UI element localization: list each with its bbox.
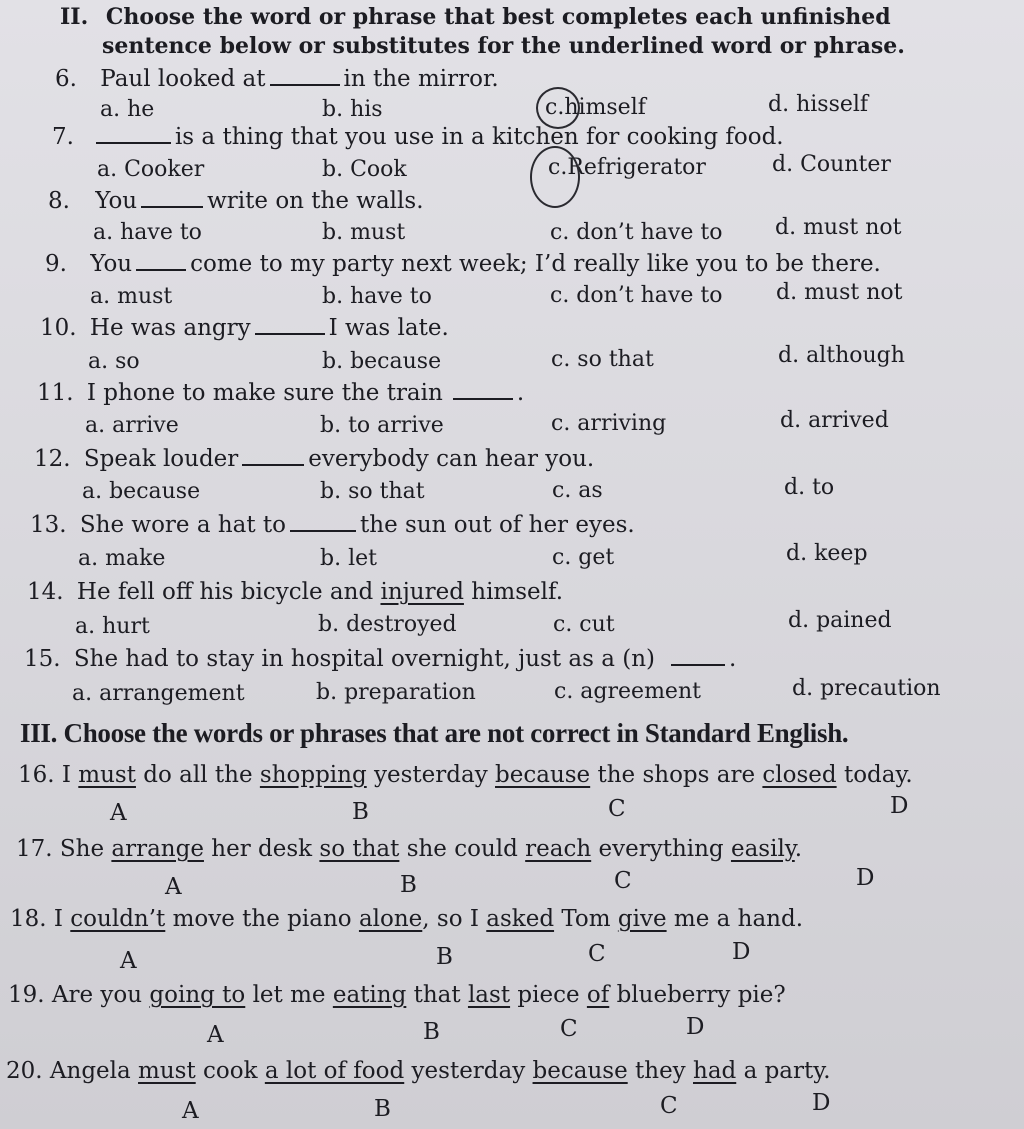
question-text: everybody can hear you. bbox=[308, 446, 595, 472]
sentence-text: Are you bbox=[51, 982, 143, 1008]
question-17 bbox=[16, 836, 802, 862]
label-b: B bbox=[400, 872, 417, 898]
underlined-part-c[interactable]: reach bbox=[525, 836, 592, 862]
sentence-text: , so I bbox=[422, 906, 479, 932]
underlined-part-a[interactable]: going to bbox=[149, 982, 246, 1008]
option-a[interactable]: a. have to bbox=[93, 220, 202, 245]
question-text: Speak louder bbox=[83, 446, 239, 472]
question-number: 18. bbox=[10, 906, 47, 932]
option-d[interactable]: d. Counter bbox=[772, 152, 891, 177]
question-text: He fell off his bicycle and bbox=[76, 579, 374, 605]
question-text: I was late. bbox=[328, 315, 449, 341]
option-c[interactable]: c. get bbox=[552, 545, 615, 570]
question-text: You bbox=[90, 251, 133, 277]
sentence-text: . bbox=[794, 836, 803, 862]
sentence-text: the shops are bbox=[597, 762, 756, 788]
answer-blank bbox=[671, 646, 725, 666]
answer-blank bbox=[141, 188, 203, 208]
underlined-word: injured bbox=[380, 579, 464, 605]
underlined-part-d[interactable]: had bbox=[693, 1058, 737, 1084]
answer-blank bbox=[270, 66, 340, 86]
option-d[interactable]: d. arrived bbox=[780, 408, 889, 433]
sentence-text: let me bbox=[252, 982, 326, 1008]
question-text: You bbox=[95, 188, 138, 214]
question-text: . bbox=[728, 646, 737, 672]
option-b[interactable]: b. must bbox=[322, 220, 406, 245]
label-b: B bbox=[423, 1019, 440, 1045]
question-8 bbox=[48, 188, 424, 214]
sentence-text: yesterday bbox=[374, 762, 488, 788]
sentence-text: cook bbox=[203, 1058, 258, 1084]
sentence-text: I bbox=[61, 762, 71, 788]
underlined-part-b[interactable]: so that bbox=[319, 836, 400, 862]
underlined-part-a[interactable]: couldn’t bbox=[70, 906, 166, 932]
question-text: himself. bbox=[471, 579, 564, 605]
question-15 bbox=[24, 646, 736, 672]
option-text: himself bbox=[564, 95, 646, 120]
label-c: C bbox=[560, 1016, 578, 1042]
label-a: A bbox=[165, 874, 182, 900]
option-a[interactable]: a. Cooker bbox=[97, 157, 205, 182]
sentence-text: everything bbox=[598, 836, 724, 862]
sentence-text: yesterday bbox=[411, 1058, 526, 1084]
question-9 bbox=[45, 251, 881, 277]
underlined-part-a[interactable]: arrange bbox=[111, 836, 204, 862]
label-b: B bbox=[436, 944, 453, 970]
option-d[interactable]: d. although bbox=[778, 343, 905, 368]
sentence-text: blueberry pie? bbox=[616, 982, 786, 1008]
option-c[interactable]: c. so that bbox=[551, 347, 654, 372]
option-b[interactable]: b. because bbox=[322, 349, 442, 374]
underlined-part-c[interactable]: because bbox=[495, 762, 591, 788]
label-a: A bbox=[207, 1022, 224, 1048]
option-d[interactable]: d. to bbox=[784, 475, 835, 500]
sentence-text: Tom bbox=[561, 906, 611, 932]
option-c[interactable]: c. arriving bbox=[551, 411, 667, 436]
label-c: C bbox=[588, 941, 606, 967]
question-number: 6. bbox=[55, 66, 77, 92]
option-a[interactable]: a. must bbox=[90, 284, 173, 309]
sentence-text: a party. bbox=[743, 1058, 831, 1084]
option-b[interactable]: b. let bbox=[320, 546, 377, 571]
question-number: 9. bbox=[45, 251, 67, 277]
section-2-heading-line1 bbox=[60, 4, 891, 30]
option-c[interactable]: c. don’t have to bbox=[550, 283, 723, 308]
question-number: 17. bbox=[16, 836, 53, 862]
answer-blank bbox=[290, 512, 356, 532]
option-a[interactable]: a. he bbox=[100, 97, 155, 122]
label-a: A bbox=[110, 800, 127, 826]
underlined-part-d[interactable]: of bbox=[586, 982, 610, 1008]
sentence-text: move the piano bbox=[172, 906, 352, 932]
answer-blank bbox=[96, 124, 171, 144]
sentence-text: I bbox=[53, 906, 63, 932]
underlined-part-a[interactable]: must bbox=[78, 762, 136, 788]
label-c: C bbox=[660, 1093, 678, 1119]
underlined-part-b[interactable]: shopping bbox=[259, 762, 367, 788]
sentence-text: She bbox=[59, 836, 105, 862]
section-3-heading: III. Choose the words or phrases that are not correct in Standard English. bbox=[20, 718, 849, 748]
question-6 bbox=[55, 66, 499, 92]
sentence-text: that bbox=[413, 982, 461, 1008]
label-d: D bbox=[890, 793, 909, 819]
label-b: B bbox=[352, 799, 369, 825]
question-12 bbox=[34, 446, 594, 472]
option-a[interactable]: a. make bbox=[78, 546, 166, 571]
underlined-part-d[interactable]: give bbox=[617, 906, 667, 932]
option-d[interactable]: d. keep bbox=[786, 541, 868, 566]
question-number: 14. bbox=[27, 579, 64, 605]
option-d[interactable]: d. must not bbox=[775, 215, 902, 240]
option-c[interactable]: c. agreement bbox=[554, 679, 701, 704]
question-16 bbox=[18, 762, 913, 788]
option-d[interactable]: d. must not bbox=[776, 280, 903, 305]
label-d: D bbox=[812, 1090, 831, 1116]
option-d[interactable]: d. hisself bbox=[768, 92, 869, 117]
section-2-heading-line2: sentence below or substitutes for the underlined word or phrase. bbox=[102, 33, 905, 59]
option-b[interactable]: b. destroyed bbox=[318, 612, 457, 637]
underlined-part-c[interactable]: because bbox=[532, 1058, 628, 1084]
option-b[interactable]: b. his bbox=[322, 97, 383, 122]
label-d: D bbox=[686, 1014, 705, 1040]
option-b[interactable]: b. Cook bbox=[322, 157, 407, 182]
underlined-part-d[interactable]: easily bbox=[730, 836, 795, 862]
option-d[interactable]: d. precaution bbox=[792, 676, 941, 701]
question-text: Paul looked at bbox=[100, 66, 266, 92]
question-11 bbox=[37, 380, 524, 406]
sentence-text: do all the bbox=[143, 762, 253, 788]
option-letter: c. bbox=[548, 155, 568, 180]
option-c[interactable]: c. cut bbox=[553, 612, 615, 637]
question-text: is a thing that you use in a kitchen for cooking food. bbox=[174, 124, 784, 150]
answer-circle-mark bbox=[536, 87, 580, 129]
question-number: 7. bbox=[52, 124, 74, 150]
question-text: the sun out of her eyes. bbox=[360, 512, 635, 538]
underlined-part-b[interactable]: alone bbox=[358, 906, 423, 932]
question-text: I phone to make sure the train bbox=[86, 380, 443, 406]
question-number: 8. bbox=[48, 188, 70, 214]
option-c[interactable]: c. don’t have to bbox=[550, 220, 723, 245]
label-d: D bbox=[732, 939, 751, 965]
option-a[interactable]: a. arrangement bbox=[72, 681, 245, 706]
question-13 bbox=[30, 512, 635, 538]
sentence-text: today. bbox=[843, 762, 913, 788]
heading-text: Choose the word or phrase that best completes each unfinished bbox=[105, 4, 891, 30]
label-a: A bbox=[120, 948, 137, 974]
underlined-part-c[interactable]: last bbox=[467, 982, 511, 1008]
question-number: 16. bbox=[18, 762, 55, 788]
question-number: 10. bbox=[40, 315, 77, 341]
label-b: B bbox=[374, 1096, 391, 1122]
underlined-part-b[interactable]: eating bbox=[332, 982, 407, 1008]
label-c: C bbox=[608, 796, 626, 822]
question-19 bbox=[8, 982, 786, 1008]
option-a[interactable]: a. so bbox=[88, 349, 140, 374]
question-18 bbox=[10, 906, 803, 932]
question-text: She wore a hat to bbox=[79, 512, 287, 538]
question-number: 20. bbox=[6, 1058, 43, 1084]
option-a[interactable]: a. because bbox=[82, 479, 201, 504]
option-b[interactable]: b. to arrive bbox=[320, 413, 444, 438]
underlined-part-a[interactable]: must bbox=[138, 1058, 196, 1084]
option-letter: c. bbox=[545, 95, 565, 120]
question-text: He was angry bbox=[89, 315, 251, 341]
section-number: II. bbox=[60, 4, 89, 30]
answer-blank bbox=[255, 315, 325, 335]
question-10 bbox=[40, 315, 449, 341]
option-text: Refrigerator bbox=[567, 155, 706, 180]
sentence-text: me a hand. bbox=[673, 906, 804, 932]
option-b[interactable]: b. so that bbox=[320, 479, 425, 504]
question-number: 12. bbox=[34, 446, 71, 472]
question-text: . bbox=[516, 380, 525, 406]
label-c: C bbox=[614, 868, 632, 894]
answer-blank bbox=[242, 446, 304, 466]
question-14 bbox=[27, 579, 563, 605]
sentence-text: piece bbox=[517, 982, 580, 1008]
option-b[interactable]: b. preparation bbox=[316, 680, 476, 705]
label-a: A bbox=[182, 1098, 199, 1124]
answer-blank bbox=[453, 380, 513, 400]
question-number: 19. bbox=[8, 982, 45, 1008]
option-a[interactable]: a. hurt bbox=[75, 614, 150, 639]
question-20 bbox=[6, 1058, 831, 1084]
option-b[interactable]: b. have to bbox=[322, 284, 432, 309]
question-number: 15. bbox=[24, 646, 61, 672]
underlined-part-d[interactable]: closed bbox=[762, 762, 837, 788]
sentence-text: she could bbox=[406, 836, 518, 862]
question-number: 11. bbox=[37, 380, 74, 406]
underlined-part-b[interactable]: a lot of food bbox=[264, 1058, 405, 1084]
option-c[interactable]: c. as bbox=[552, 478, 603, 503]
question-number: 13. bbox=[30, 512, 67, 538]
label-d: D bbox=[856, 865, 875, 891]
sentence-text: they bbox=[635, 1058, 686, 1084]
option-a[interactable]: a. arrive bbox=[85, 413, 179, 438]
question-text: write on the walls. bbox=[207, 188, 424, 214]
question-7 bbox=[52, 124, 784, 150]
question-text: come to my party next week; I’d really like you to be there. bbox=[190, 251, 881, 277]
underlined-part-c[interactable]: asked bbox=[486, 906, 555, 932]
answer-blank bbox=[136, 251, 186, 271]
sentence-text: Angela bbox=[49, 1058, 131, 1084]
answer-circle-mark bbox=[530, 146, 580, 208]
question-text: in the mirror. bbox=[343, 66, 499, 92]
option-d[interactable]: d. pained bbox=[788, 608, 892, 633]
sentence-text: her desk bbox=[211, 836, 313, 862]
question-text: She had to stay in hospital overnight, just as a (n) bbox=[73, 646, 655, 672]
